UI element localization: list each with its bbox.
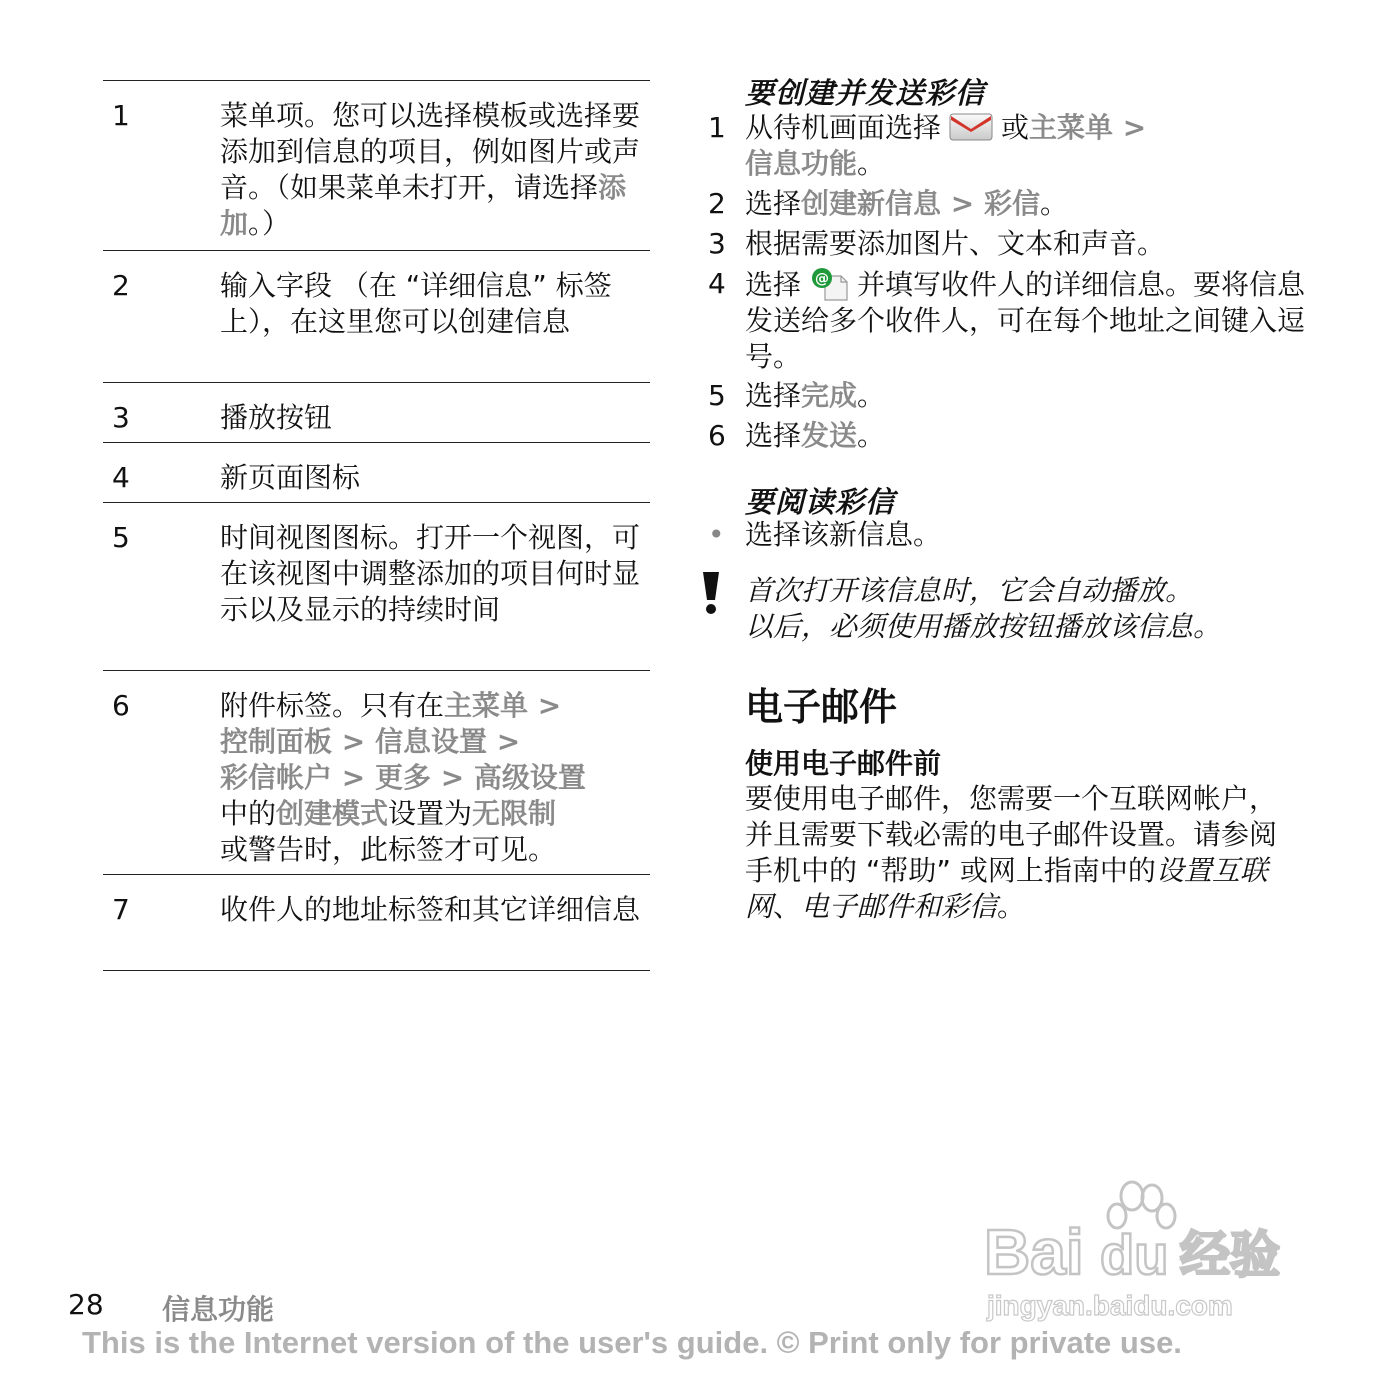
exclamation-icon	[700, 570, 722, 616]
row-number: 3	[112, 401, 130, 434]
note-text: 首次打开该信息时，它会自动播放。 以后，必须使用播放按钮播放该信息。	[745, 574, 1222, 643]
row-description: 菜单项。您可以选择模板或选择要添加到信息的项目，例如图片或声音。（如果菜单未打开，请选择添加。）	[220, 99, 641, 240]
row-number: 5	[112, 521, 130, 554]
table-row	[103, 671, 650, 875]
add-recipient-icon	[809, 266, 849, 302]
row-number: 1	[112, 99, 130, 132]
svg-text:@: @	[815, 271, 830, 287]
disclaimer: This is the Internet version of the user's guide. © Print only for private use.	[82, 1325, 1182, 1360]
table-row	[103, 251, 650, 383]
step-item: 4 选择 @ 并填写收件人的详细信息。要将信息发送给多个收件人，可在每个地址之间键入逗号。	[708, 267, 1306, 373]
create-mms-steps	[708, 110, 1308, 458]
email-paragraph: 要使用电子邮件，您需要一个互联网帐户，并且需要下载必需的电子邮件设置。请参阅手机中的 “帮助” 或网上指南中的设置互联网、电子邮件和彩信。	[745, 782, 1278, 923]
svg-text:Bai: Bai	[984, 1216, 1084, 1288]
page-number: 28	[68, 1288, 104, 1321]
table-row	[103, 875, 650, 971]
svg-text:经验: 经验	[1180, 1227, 1280, 1283]
table-row	[103, 383, 650, 443]
row-description: 输入字段 （在 “详细信息” 标签上），在这里您可以创建信息	[220, 269, 612, 338]
row-number: 2	[112, 269, 130, 302]
envelope-icon	[949, 112, 993, 142]
row-number: 6	[112, 689, 130, 722]
row-description: 附件标签。只有在主菜单 > 控制面板 > 信息设置 > 彩信帐户 > 更多 > 高级设置 中的创建模式设置为无限制 或警告时，此标签才可见。	[220, 689, 586, 866]
row-description: 播放按钮	[220, 401, 333, 434]
svg-text:du: du	[1100, 1223, 1169, 1286]
bullet: •	[708, 518, 725, 551]
table-row	[103, 81, 650, 251]
table-row	[103, 443, 650, 503]
step-item: 6 选择发送。	[708, 419, 886, 452]
legend-table	[103, 80, 650, 971]
step-item: 3 根据需要添加图片、文本和声音。	[708, 227, 1166, 260]
watermark-url: jingyan.baidu.com	[987, 1290, 1233, 1321]
section-heading: 电子邮件	[745, 685, 898, 729]
list-item-text: 选择该新信息。	[745, 518, 942, 551]
section-name: 信息功能	[162, 1293, 275, 1326]
row-description: 新页面图标	[220, 461, 361, 494]
row-description: 收件人的地址标签和其它详细信息	[220, 893, 641, 926]
row-number: 4	[112, 461, 130, 494]
subheading: 使用电子邮件前	[745, 747, 942, 780]
row-number: 7	[112, 893, 130, 926]
step-item: 2 选择创建新信息 > 彩信。	[708, 187, 1068, 220]
row-description: 时间视图图标。打开一个视图，可在该视图中调整添加的项目何时显示以及显示的持续时间	[220, 521, 641, 626]
list-item	[708, 517, 941, 553]
step-item: 5 选择完成。	[708, 379, 886, 412]
table-row	[103, 503, 650, 671]
create-mms-heading: 要创建并发送彩信	[745, 76, 986, 110]
read-mms-heading: 要阅读彩信	[745, 485, 896, 519]
step-item: 1 从待机画面选择 或主菜单 > 信息功能。	[708, 111, 1147, 180]
